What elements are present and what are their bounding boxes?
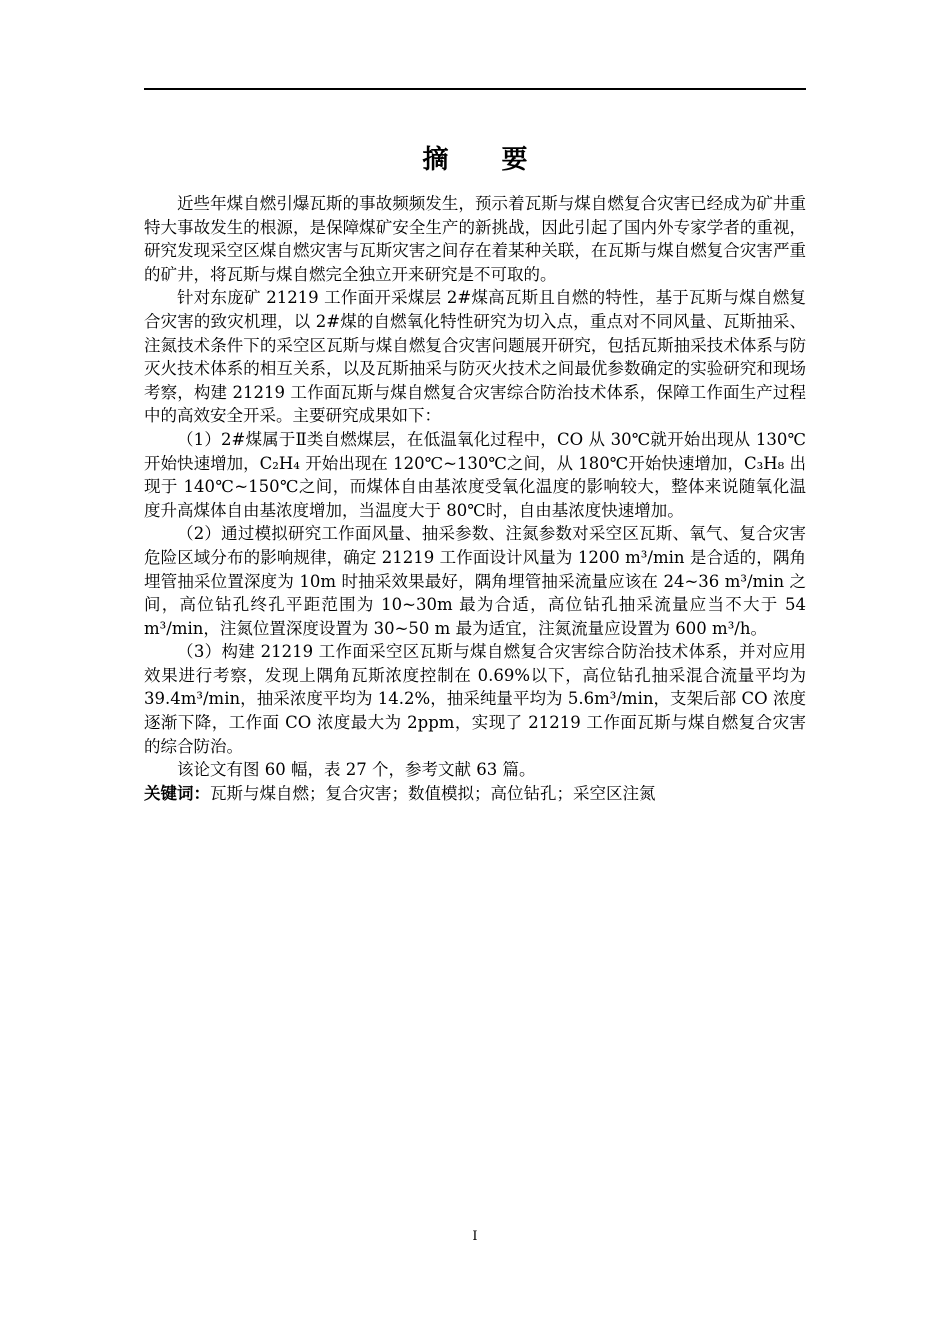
paragraph-result-3: （3）构建 21219 工作面采空区瓦斯与煤自燃复合灾害综合防治技术体系，并对应用效果进行考察，发现上隅角瓦斯浓度控制在 0.69%以下，高位钻孔抽采混合流量平均为 39.4m³/min，抽采浓度平均为 14.2%，抽采纯量平均为 5.6m³/min，支架后部 CO 浓度逐渐下降，工作面 CO 浓度最大为 2ppm，实现了 21219 工作面瓦斯与煤自燃复合灾害的综合防治。	[144, 642, 806, 756]
paragraph-intro: 近些年煤自燃引爆瓦斯的事故频频发生，预示着瓦斯与煤自燃复合灾害已经成为矿井重特大事故发生的根源，是保障煤矿安全生产的新挑战，因此引起了国内外专家学者的重视，研究发现采空区煤自燃灾害与瓦斯灾害之间存在着某种关联，在瓦斯与煤自燃复合灾害严重的矿井，将瓦斯与煤自燃完全独立开来研究是不可取的。	[144, 194, 806, 284]
paragraph-result-2: （2）通过模拟研究工作面风量、抽采参数、注氮参数对采空区瓦斯、氧气、复合灾害危险区域分布的影响规律，确定 21219 工作面设计风量为 1200 m³/min 是合适的，隅角埋管抽采位置深度为 10m 时抽采效果最好，隅角埋管抽采流量应该在 24~36 m³/min 之间，高位钻孔终孔平距范围为 10~30m 最为合适，高位钻孔抽采流量应当不大于 54 m³/min，注氮位置深度设置为 30~50 m 最为适宜，注氮流量应设置为 600 m³/h。	[144, 524, 806, 638]
abstract-body	[144, 192, 806, 805]
keywords-label: 关键词：	[144, 783, 210, 803]
paragraph-statistics: 该论文有图 60 幅，表 27 个，参考文献 63 篇。	[177, 760, 536, 780]
paragraph-result-1: （1）2#煤属于Ⅱ类自燃煤层，在低温氧化过程中，CO 从 30℃就开始出现从 130℃开始快速增加，C₂H₄ 开始出现在 120℃~130℃之间，从 180℃开始快速增加，C₃H₈ 出现于 140℃~150℃之间，而煤体自由基浓度受氧化温度的影响较大，整体来说随氧化温度升高煤体自由基浓度增加，当温度大于 80℃时，自由基浓度快速增加。	[144, 429, 806, 520]
page-number: I	[472, 1229, 478, 1244]
paragraph-method: 针对东庞矿 21219 工作面开采煤层 2#煤高瓦斯且自燃的特性，基于瓦斯与煤自燃复合灾害的致灾机理，以 2#煤的自燃氧化特性研究为切入点，重点对不同风量、瓦斯抽采、注氮技术条件下的采空区瓦斯与煤自燃复合灾害问题展开研究，包括瓦斯抽采技术体系与防灭火技术体系的相互关系，以及瓦斯抽采与防灭火技术之间最优参数确定的实验研究和现场考察，构建 21219 工作面瓦斯与煤自燃复合灾害综合防治技术体系，保障工作面生产过程中的高效安全开采。主要研究成果如下：	[144, 288, 806, 426]
header-rule	[144, 88, 806, 90]
keywords-text: 瓦斯与煤自燃；复合灾害；数值模拟；高位钻孔；采空区注氮	[210, 783, 656, 803]
abstract-title: 摘 要	[422, 145, 550, 175]
keywords-line	[144, 782, 806, 806]
